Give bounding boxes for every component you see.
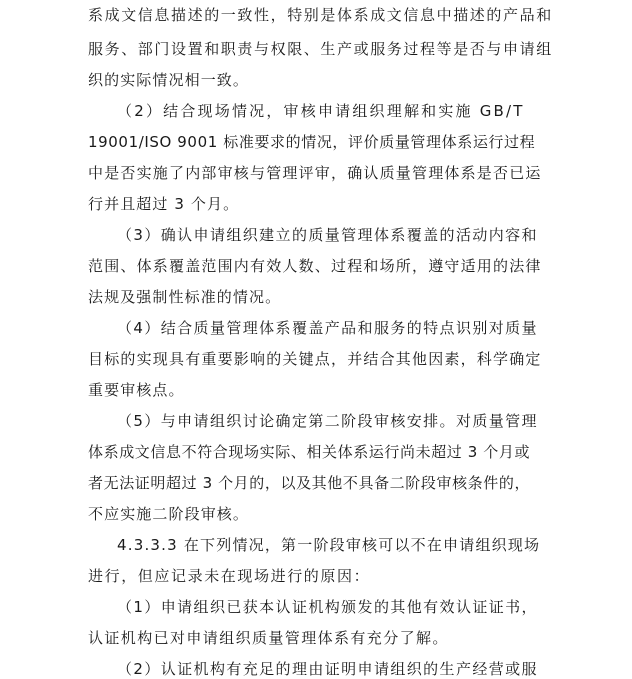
text-line: （1）申请组织已获本认证机构颁发的其他有效认证证书，	[117, 598, 538, 616]
text-line: 目标的实现具有重要影响的关键点，并结合其他因素，科学确定	[88, 350, 542, 368]
text-line: 体系成文信息不符合现场实际、相关体系运行尚未超过 3 个月或	[88, 443, 531, 461]
text-line: 行并且超过 3 个月。	[88, 195, 240, 213]
text-line: 进行，但应记录未在现场进行的原因：	[88, 567, 371, 585]
text-line: 法规及强制性标准的情况。	[88, 288, 282, 306]
text-line: （2）认证机构有充足的理由证明申请组织的生产经营或服	[117, 660, 538, 678]
text-line: 19001/ISO 9001 标准要求的情况，评价质量管理体系运行过程	[88, 133, 536, 151]
text-line: （2）结合现场情况，审核申请组织理解和实施 GB/T	[117, 102, 525, 120]
text-line: 范围、体系覆盖范围内有效人数、过程和场所，遵守适用的法律	[88, 257, 542, 275]
text-line: 中是否实施了内部审核与管理评审，确认质量管理体系是否已运	[88, 164, 542, 182]
text-line: （4）结合质量管理体系覆盖产品和服务的特点识别对质量	[117, 319, 538, 337]
text-line: 系成文信息描述的一致性，特别是体系成文信息中描述的产品和	[88, 6, 553, 24]
text-line: （5）与申请组织讨论确定第二阶段审核安排。对质量管理	[117, 412, 538, 430]
text-line: 不应实施二阶段审核。	[88, 505, 250, 523]
text-line: 织的实际情况相一致。	[88, 71, 250, 89]
text-line: 认证机构已对申请组织质量管理体系有充分了解。	[88, 629, 449, 647]
text-line: 者无法证明超过 3 个月的，以及其他不具备二阶段审核条件的，	[88, 474, 531, 492]
text-line: 重要审核点。	[88, 381, 185, 399]
text-line: 服务、部门设置和职责与权限、生产或服务过程等是否与申请组	[88, 40, 553, 58]
text-line: 4.3.3.3 在下列情况，第一阶段审核可以不在申请组织现场	[117, 536, 541, 554]
text-line: （3）确认申请组织建立的质量管理体系覆盖的活动内容和	[117, 226, 538, 244]
